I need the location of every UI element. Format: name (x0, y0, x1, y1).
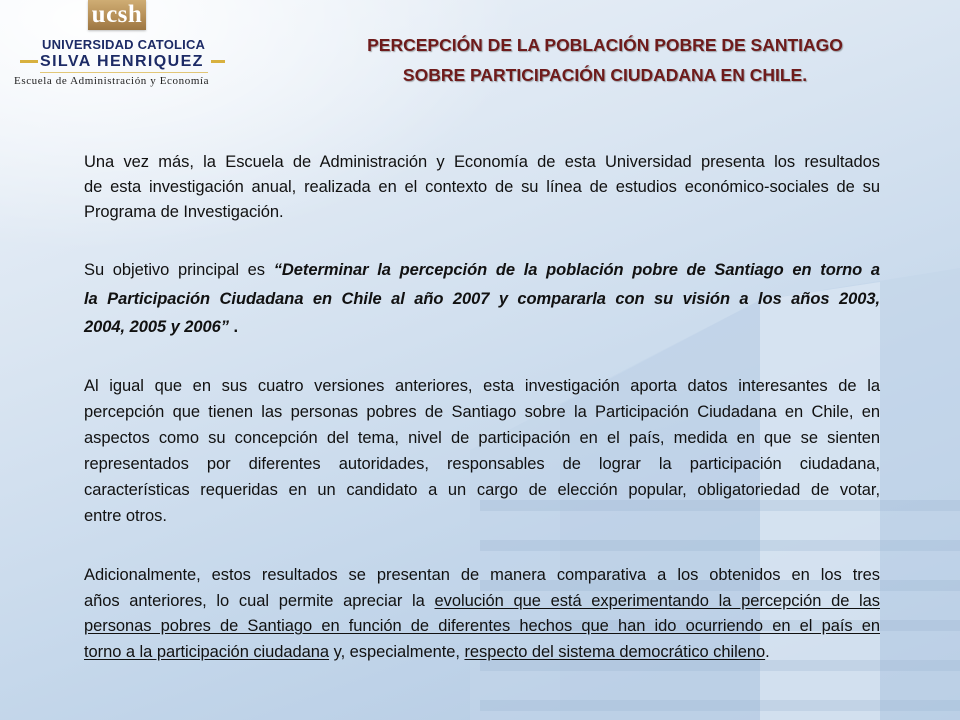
objective-quote: la Participación Ciudadana en Chile al año 2007 y compararla con su visión a los años 2003, (84, 289, 880, 308)
paragraph-line (84, 256, 880, 285)
paragraph-line (84, 614, 880, 640)
paragraph-line: representados por diferentes autoridades, responsables de lograr la participación ciudadana, (84, 455, 880, 473)
paragraph-objective (84, 256, 880, 342)
paragraph-comparison (84, 563, 880, 665)
logo-gold-bar-left (20, 60, 38, 63)
underlined-highlight: evolución que está experimentando la percepción de las (434, 591, 880, 610)
slide-title (250, 30, 960, 90)
underlined-highlight: personas pobres de Santiago en función de diferentes hechos que han ido ocurriendo en el país en (84, 617, 880, 635)
objective-lead-text: Su objetivo principal es (84, 261, 274, 279)
objective-quote: 2004, 2005 y 2006” (84, 318, 229, 336)
comparison-plain-text: años anteriores, lo cual permite apreciar la (84, 591, 435, 610)
paragraph-line: de esta investigación anual, realizada en el contexto de su línea de estudios económico-sociales de su (84, 178, 880, 196)
logo-gold-underline (40, 72, 208, 73)
paragraph-introduction (84, 150, 880, 225)
paragraph-line: percepción que tienen las personas pobres de Santiago sobre la Participación Ciudadana en Chile, en (84, 403, 880, 421)
paragraph-line (84, 589, 880, 615)
paragraph-line: Adicionalmente, estos resultados se presentan de manera comparativa a los obtenidos en los tres (84, 566, 880, 584)
school-name: Escuela de Administración y Economía (14, 75, 210, 87)
slide-title-line-2: SOBRE PARTICIPACIÓN CIUDADANA EN CHILE. (402, 65, 808, 85)
objective-end-punctuation: . (228, 318, 239, 336)
paragraph-line: entre otros. (84, 507, 167, 525)
slide-title-line-1: PERCEPCIÓN DE LA POBLACIÓN POBRE DE SANTIAGO (367, 35, 843, 55)
university-name-line-1: UNIVERSIDAD CATOLICA (42, 37, 206, 52)
ucsh-badge (88, 0, 146, 30)
objective-quote: “Determinar la percepción de la población pobre de Santiago en torno a (273, 261, 880, 279)
logo-gold-bar-right (211, 60, 225, 63)
paragraph-line: aspectos como su concepción del tema, nivel de participación en el país, medida en que se sienten (84, 429, 880, 447)
paragraph-line (84, 313, 880, 342)
paragraph-line: características requeridas en un candidato a un cargo de elección popular, obligatoriedad de votar, (84, 481, 880, 499)
underlined-highlight: respecto del sistema democrático chileno (464, 642, 766, 661)
comparison-end-punctuation: . (765, 642, 770, 661)
paragraph-scope (84, 373, 880, 529)
paragraph-line: Al igual que en sus cuatro versiones anteriores, esta investigación aporta datos interesantes de la (84, 377, 880, 395)
ucsh-badge-text: ucsh (91, 1, 143, 28)
underlined-highlight: torno a la participación ciudadana (84, 642, 330, 661)
paragraph-line: Una vez más, la Escuela de Administración y Economía de esta Universidad presenta los resultados (84, 153, 880, 171)
comparison-connector-text: y, especialmente, (329, 642, 465, 661)
paragraph-line: Programa de Investigación. (84, 203, 284, 221)
paragraph-line (84, 640, 880, 666)
university-name-line-2: SILVA HENRIQUEZ (40, 53, 204, 70)
paragraph-line (84, 285, 880, 314)
